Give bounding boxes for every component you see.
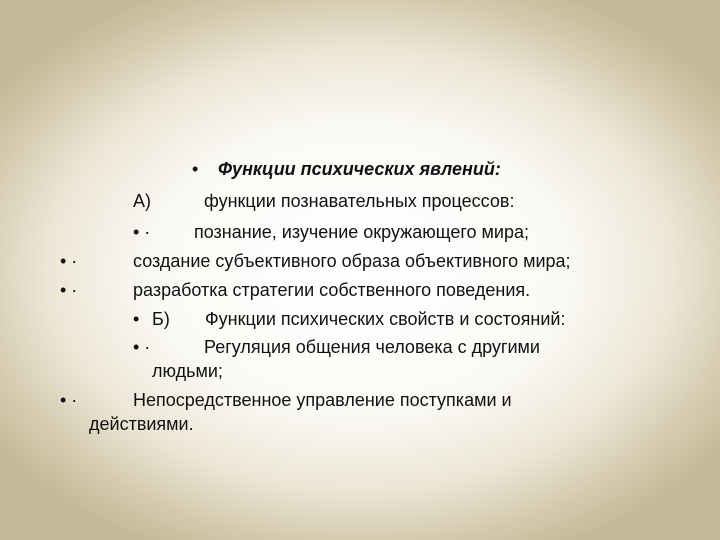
slide-title: Функции психических явлений: (218, 159, 501, 179)
item3-bullet: • · (60, 280, 78, 300)
item5-text-line1: Непосредственное управление поступками и (133, 390, 512, 410)
item5-bullet: • · (60, 390, 78, 410)
item4-text-line1: Регуляция общения человека с другими (204, 337, 540, 357)
item4-text-line2: людьми; (152, 361, 223, 381)
title-bullet: • (192, 159, 199, 179)
item3-text: разработка стратегии собственного поведения. (133, 280, 531, 300)
section-a-text: функции познавательных процессов: (204, 191, 515, 211)
item2-text: создание субъективного образа объективного мира; (133, 251, 571, 271)
section-a-label: А) (133, 191, 151, 211)
item5-text-line2: действиями. (89, 414, 194, 434)
item4-bullet: • · (133, 337, 151, 357)
item1-text: познание, изучение окружающего мира; (194, 222, 529, 242)
section-b-text: Функции психических свойств и состояний: (205, 309, 566, 329)
item2-bullet: • · (60, 251, 78, 271)
section-b-label: Б) (152, 309, 170, 329)
item1-bullet: • · (133, 222, 151, 242)
section-b-bullet: • (133, 309, 140, 329)
